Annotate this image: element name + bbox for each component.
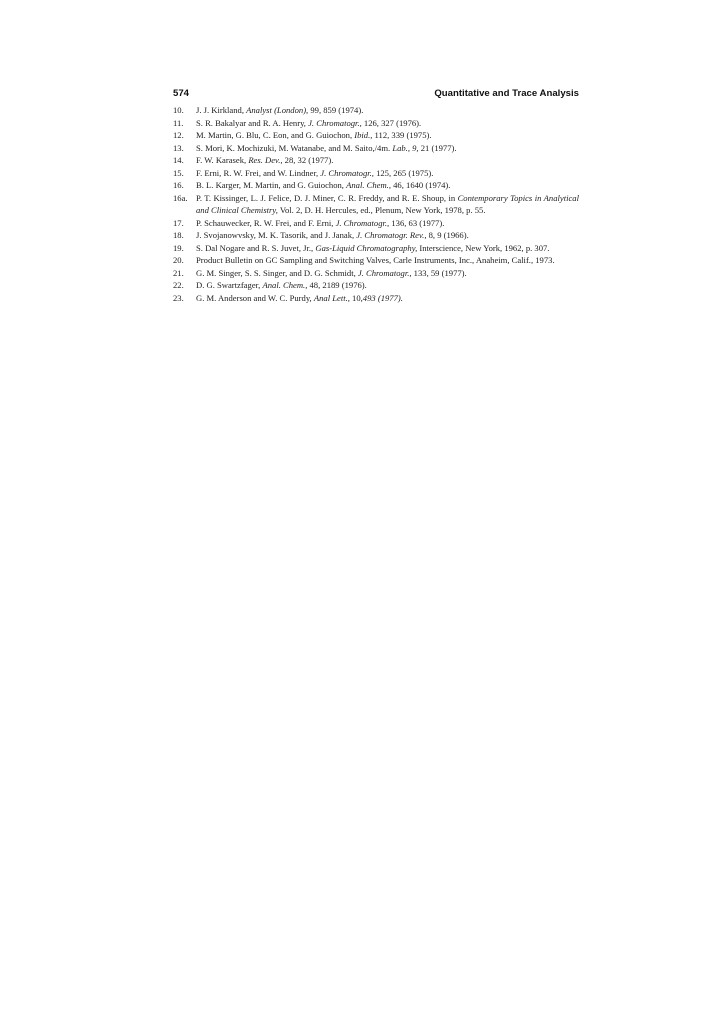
reference-italic-text: Gas-Liquid Chromatography,	[315, 242, 418, 253]
reference-text: Interscience, New York, 1962, p. 307.	[417, 242, 550, 253]
reference-text: S. Dal Nogare and R. S. Juvet, Jr.,	[196, 242, 316, 253]
reference-item	[173, 192, 579, 217]
reference-italic-text: J. Chromatogr. Rev.,	[356, 230, 427, 240]
reference-number: 21.	[173, 267, 184, 278]
reference-italic-text: 493 (1977).	[362, 292, 403, 303]
reference-number: 16a.	[173, 192, 188, 203]
reference-italic-text: J. Chromatogr.,	[320, 167, 374, 178]
reference-italic-text: Ibid.,	[354, 130, 373, 140]
reference-italic-text: J. Chromatogr.,	[335, 217, 390, 228]
reference-text: 133, 59 (1977).	[411, 267, 467, 278]
reference-item	[173, 142, 579, 155]
reference-item	[173, 179, 579, 192]
reference-text: Product Bulletin on GC Sampling and Switching Valves, Carle Instruments, Inc., Anaheim, Calif., 1973.	[196, 255, 555, 265]
reference-italic-text: Anal. Chem.,	[262, 280, 308, 290]
reference-text: Vol. 2, D. H. Hercules, ed., Plenum, New York, 1978, p. 55.	[277, 205, 486, 215]
reference-text: B. L. Karger, M. Martin, and G. Guiochon,	[196, 180, 347, 190]
running-title: Quantitative and Trace Analysis	[434, 88, 579, 99]
reference-text: P. T. Kissinger, L. J. Felice, D. J. Miner, C. R. Freddy, and R. E. Shoup, in	[196, 192, 458, 203]
reference-italic-text: Contemporary Topics in Analytical and Clinical Chemistry,	[196, 192, 579, 215]
reference-item	[173, 229, 579, 242]
reference-item	[173, 292, 579, 305]
reference-number: 22.	[173, 280, 184, 290]
reference-text: 46, 1640 (1974).	[390, 180, 451, 190]
reference-item	[173, 217, 579, 230]
reference-italic-text: Anal. Chem.,	[346, 180, 391, 190]
reference-text: 112, 339 (1975).	[372, 130, 432, 140]
reference-text: 21 (1977).	[418, 142, 457, 153]
reference-number: 18.	[173, 230, 184, 240]
reference-text: G. M. Anderson and W. C. Purdy,	[196, 292, 314, 303]
reference-text: 28, 32 (1977).	[282, 155, 334, 165]
reference-text: G. M. Singer, S. S. Singer, and D. G. Schmidt,	[196, 267, 358, 278]
reference-text: F. Erni, R. W. Frei, and W. Lindner,	[196, 167, 321, 178]
reference-item	[173, 254, 579, 267]
reference-text: J. J. Kirkland,	[196, 105, 247, 115]
reference-number: 16.	[173, 180, 184, 190]
reference-text: 125, 265 (1975).	[373, 167, 434, 178]
reference-italic-text: J. Chromatogr.,	[308, 117, 362, 128]
reference-item	[173, 167, 579, 180]
reference-number: 10.	[173, 105, 184, 115]
reference-item	[173, 129, 579, 142]
reference-number: 23.	[173, 292, 184, 303]
reference-number: 11.	[173, 117, 184, 128]
reference-italic-text: J. Chromatogr.,	[357, 267, 412, 278]
reference-number: 13.	[173, 142, 184, 153]
reference-number: 17.	[173, 217, 184, 228]
reference-number: 15.	[173, 167, 184, 178]
reference-italic-text: Lab., 9,	[392, 142, 419, 153]
reference-item	[173, 242, 579, 255]
reference-italic-text: Analyst (London),	[246, 105, 309, 115]
reference-number: 20.	[173, 255, 184, 265]
reference-item	[173, 279, 579, 292]
reference-text: 126, 327 (1976).	[361, 117, 422, 128]
reference-text: S. R. Bakalyar and R. A. Henry,	[196, 117, 309, 128]
reference-text: 136, 63 (1977).	[389, 217, 445, 228]
reference-text: J. Svojanowvsky, M. K. Tasorik, and J. Janak,	[196, 230, 357, 240]
book-page	[173, 88, 579, 304]
reference-number: 19.	[173, 242, 184, 253]
reference-number: 12.	[173, 130, 184, 140]
reference-item	[173, 117, 579, 130]
reference-text: D. G. Swartzfager,	[196, 280, 263, 290]
reference-italic-text: Anal Lett.,	[313, 292, 350, 303]
reference-text: S. Mori, K. Mochizuki, M. Watanabe, and M. Saito,/4m.	[196, 142, 393, 153]
running-header	[173, 88, 579, 99]
reference-item	[173, 104, 579, 117]
reference-text: P. Schauwecker, R. W. Frei, and F. Erni,	[196, 217, 336, 228]
reference-item	[173, 154, 579, 167]
page-number: 574	[173, 88, 190, 99]
reference-text: 48, 2189 (1976).	[307, 280, 367, 290]
reference-italic-text: Res. Dev.,	[248, 155, 283, 165]
reference-item	[173, 267, 579, 280]
reference-text: 99, 859 (1974).	[308, 105, 364, 115]
reference-text: 10,	[349, 292, 363, 303]
reference-text: 8, 9 (1966).	[426, 230, 469, 240]
reference-list	[173, 104, 579, 304]
reference-number: 14.	[173, 155, 184, 165]
reference-text: M. Martin, G. Blu, C. Eon, and G. Guiochon,	[196, 130, 355, 140]
reference-text: F. W. Karasek,	[196, 155, 249, 165]
